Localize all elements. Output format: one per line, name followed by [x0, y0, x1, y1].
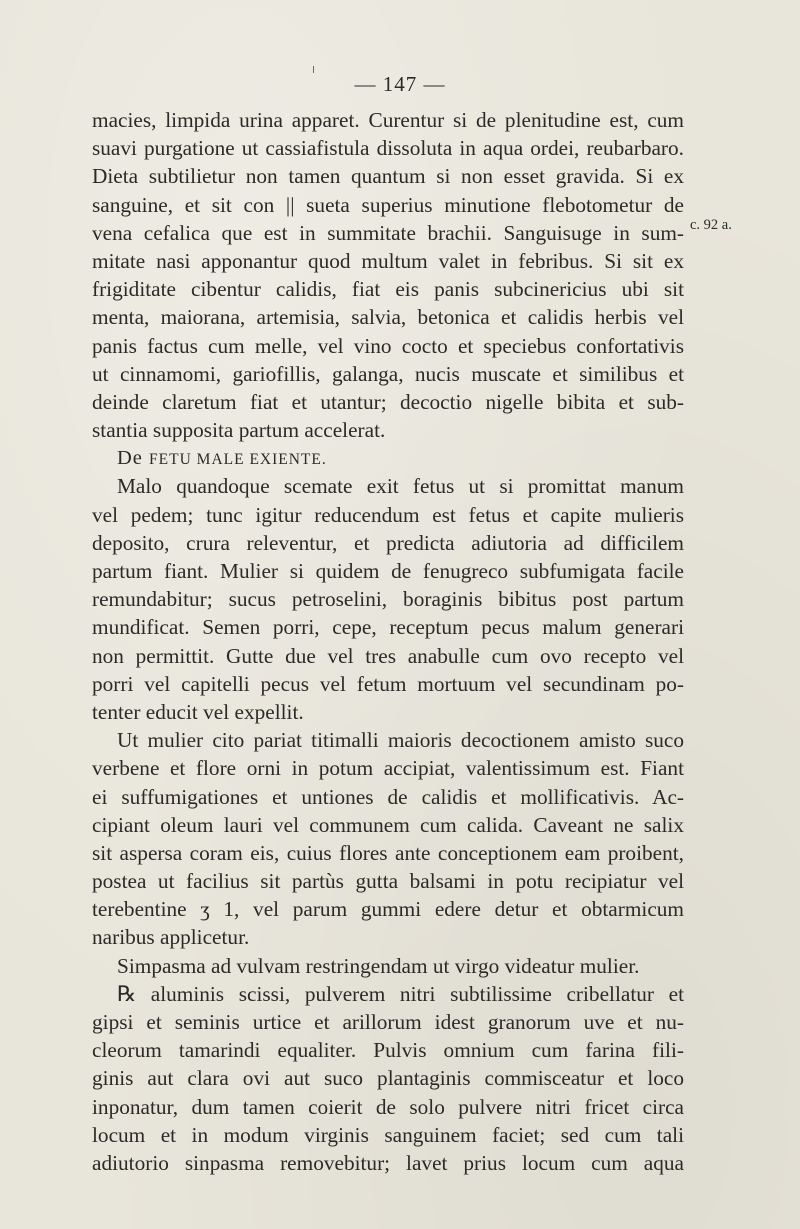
text-line: Simpasma ad vulvam restringendam ut virgo videatur mulier.	[117, 953, 640, 978]
text-line: ginis aut clara ovi aut suco plantaginis commisceatur et loco	[92, 1066, 684, 1091]
body-text	[92, 106, 684, 1177]
margin-folio-note: c. 92 a.	[690, 217, 732, 233]
text-line: frigiditate cibentur calidis, fiat eis panis subcinericius ubi sit	[92, 277, 684, 302]
text-line: tenter educit vel expellit.	[92, 699, 304, 724]
text-line: suavi purgatione ut cassiafistula dissoluta in aqua ordei, reubarbaro.	[92, 136, 684, 161]
text-line: cipiant oleum lauri vel communem cum calida. Caveant ne salix	[92, 812, 684, 837]
text-line: mundificat. Semen porri, cepe, receptum pecus malum generari	[92, 615, 684, 640]
text-line: inponatur, dum tamen coierit de solo pulvere nitri fricet circa	[92, 1094, 684, 1119]
text-line: sit aspersa coram eis, cuius flores ante conceptionem eam proibent,	[92, 840, 684, 865]
text-line: mitate nasi apponantur quod multum valet in febribus. Si sit ex	[92, 248, 684, 273]
text-line: panis factus cum melle, vel vino cocto et speciebus confortativis	[92, 333, 684, 358]
text-line: postea ut facilius sit partùs gutta balsami in potu recipiatur vel	[92, 869, 684, 894]
text-line: stantia supposita partum accelerat.	[92, 418, 386, 443]
text-line: Ut mulier cito pariat titimalli maioris decoctionem amisto suco	[117, 728, 684, 753]
text-line: vel pedem; tunc igitur reducendum est fetus et capite mulieris	[92, 502, 684, 527]
text-line: remundabitur; sucus petroselini, boraginis bibitus post partum	[92, 587, 684, 612]
text-line: deposito, crura releventur, et predicta adiutoria ad difficilem	[92, 530, 684, 555]
text-line: sanguine, et sit con || sueta superius minutione flebotometur de	[92, 192, 684, 217]
text-line: cleorum tamarindi equaliter. Pulvis omnium cum farina fili-	[92, 1038, 684, 1063]
text-line: ei suffumigationes et untiones de calidis et mollificativis. Ac-	[92, 784, 684, 809]
text-line: Dieta subtilietur non tamen quantum si non esset gravida. Si ex	[92, 164, 684, 189]
text-line: verbene et flore orni in potum accipiat, valentissimum est. Fiant	[92, 756, 684, 781]
text-line: terebentine ʒ 1, vel parum gummi edere detur et obtarmicum	[92, 897, 684, 922]
text-line: ut cinnamomi, gariofillis, galanga, nucis muscate et similibus et	[92, 361, 684, 386]
heading-text: FETU MALE EXIENTE.	[149, 451, 327, 469]
text-line: locum et in modum virginis sanguinem faciet; sed cum tali	[92, 1122, 684, 1147]
text-line: menta, maiorana, artemisia, salvia, betonica et calidis herbis vel	[92, 305, 684, 330]
text-line: gipsi et seminis urtice et arillorum idest granorum uve et nu-	[92, 1010, 684, 1034]
heading-initial: De	[117, 447, 150, 470]
text-line: porri vel capitelli pecus vel fetum mortuum vel secundinam po-	[92, 671, 684, 696]
text-line: non permittit. Gutte due vel tres anabulle cum ovo recepto vel	[92, 643, 684, 668]
text-line: partum fiant. Mulier si quidem de fenugreco subfumigata facile	[92, 559, 684, 583]
page-number: — 147 —	[354, 72, 446, 96]
text-line: Malo quandoque scemate exit fetus ut si promittat manum	[117, 474, 684, 499]
text-line: adiutorio sinpasma removebitur; lavet prius locum cum aqua	[92, 1150, 684, 1175]
section-heading	[92, 444, 684, 472]
text-line: deinde claretum fiat et utantur; decoctio nigelle bibita et sub-	[92, 389, 684, 414]
text-line: ℞ aluminis scissi, pulverem nitri subtilissime cribellatur et	[117, 981, 684, 1006]
text-line: naribus applicetur.	[92, 925, 250, 950]
text-line: vena cefalica que est in summitate brachii. Sanguisuge in sum-	[92, 220, 684, 245]
text-line: macies, limpida urina apparet. Curentur si de plenitudine est, cum	[92, 108, 684, 132]
